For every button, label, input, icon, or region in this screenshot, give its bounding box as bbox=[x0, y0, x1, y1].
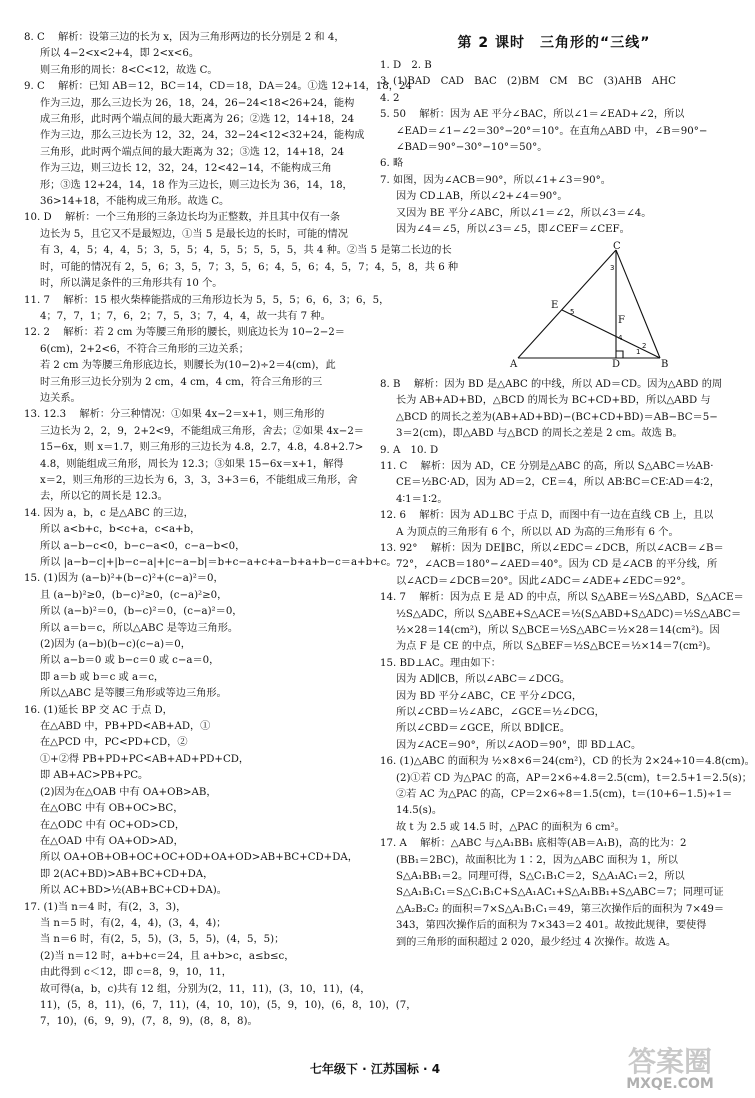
answer-line: 到的三角形的面积超过 2 020，最少经过 4 次操作。故选 A。 bbox=[396, 936, 677, 948]
answer-line: 3＝2(cm)，即△ABD 与△BCD 的周长之差是 2 cm。故选 B。 bbox=[396, 428, 683, 440]
answer-line: 15−6x，则 x＝1.7，则三角形的三边长为 4.8，2.7，4.8，4.8+2.7> bbox=[40, 442, 364, 454]
answer-line: 且 (a−b)²≥0，(b−c)²≥0，(c−a)²≥0， bbox=[40, 589, 228, 601]
answer-line: 又因为 BE 平分∠ABC，所以∠1＝∠2，所以∠3＝∠4。 bbox=[396, 207, 652, 219]
answer-line: 当 n＝6 时，有(2，5，5)，(3，5，5)，(4，5，5)； bbox=[40, 934, 285, 946]
answer-line: 4；7，7，1；7，6，2；7，5，3；7，4，4，故一共有 7 种。 bbox=[40, 310, 331, 322]
answer-line: 形；③选 12+24，14，18 作为三边长，则三边长为 36，14，18， bbox=[40, 179, 353, 191]
answer-line: △BCD 的周长之差为(AB+AD+BD)−(BC+CD+BD)＝AB−BC＝5− bbox=[396, 411, 718, 423]
answer-line: 边关系。 bbox=[40, 392, 81, 404]
right-angle-mark bbox=[616, 351, 623, 358]
answer-line: 时三角形三边长分别为 2 cm，4 cm，4 cm，符合三角形的三 bbox=[40, 376, 323, 388]
right-answers-part-1 bbox=[380, 58, 728, 238]
answer-line: 成三角形，此时两个端点间的最大距离为 26；②选 12，14+18，24 bbox=[40, 114, 355, 126]
answer-line: 8. B 解析：因为 BD 是△ABC 的中线，所以 AD＝CD。因为△ABD 的周 bbox=[380, 378, 723, 390]
answer-line: 时，可能的情况有 2，5，6；3，5，7；3，5，6；4，5，6；4，5，7；4，5，8，共 6 种 bbox=[40, 261, 459, 273]
answer-line: 11)，(5，8，11)，(6，7，11)，(4，10，10)，(5，9，10)，(6，8，10)，(7， bbox=[40, 999, 417, 1011]
answer-line: 当 n＝5 时，有(2，4，4)，(3，4，4)； bbox=[40, 917, 227, 929]
answer-line: 故可得(a，b，c)共有 12 组，分别为(2，11，11)，(3，10，11)，(4， bbox=[40, 983, 371, 995]
answer-line: 因为∠4＝∠5，所以∠3＝∠5，即∠CEF＝∠CEF。 bbox=[396, 224, 630, 236]
segment-bc bbox=[616, 250, 660, 358]
answer-line: 4.8，则能组成三角形，周长为 12.3；③如果 15−6x＝x+1，解得 bbox=[40, 458, 344, 470]
answer-line: 在△PCD 中，PC<PD+CD，② bbox=[40, 737, 188, 749]
answer-line: 7，10)，(6，9，9)，(7，8，9)，(8，8，8)。 bbox=[40, 1016, 258, 1028]
answer-line: 作为三边，那么三边长为 12，32，24，32−24<12<32+24，能构成 bbox=[40, 130, 365, 142]
answer-line: S△A₁BB₁＝2。同理可得，S△C₁B₁C＝2，S△A₁AC₁＝2，所以 bbox=[396, 871, 685, 883]
answer-line: 5. 50 解析：因为 AE 平分∠BAC，所以∠1＝∠EAD+∠2，所以 bbox=[380, 109, 685, 121]
answer-line: 所以 (a−b)²＝0，(b−c)²＝0，(c−a)²＝0， bbox=[40, 606, 243, 618]
answer-line: 343，第四次操作后的面积为 7×343＝2 401。故按此规律，要使得 bbox=[396, 920, 707, 932]
answer-line: 14.5(s)。 bbox=[396, 805, 443, 817]
answer-line: 所以 |a−b−c|+|b−c−a|+|c−a−b|＝b+c−a+c+a−b+a+b−c＝a+b+c。 bbox=[40, 557, 397, 568]
answer-line: 作为三边，那么三边长为 26，18，24，26−24<18<26+24，能构 bbox=[40, 97, 355, 109]
watermark-logo bbox=[600, 1040, 740, 1092]
answer-line: 12. 2 解析：若 2 cm 为等腰三角形的腰长，则底边长为 10−2−2＝ bbox=[24, 327, 345, 339]
answer-line: 13. 12.3 解析：分三种情况：①如果 4x−2＝x+1，则三角形的 bbox=[24, 409, 325, 421]
segment-be bbox=[562, 310, 660, 358]
watermark-url: MXQE.COM bbox=[626, 1076, 714, 1092]
triangle-figure bbox=[510, 240, 670, 371]
answer-line: 若 2 cm 为等腰三角形底边长，则腰长为(10−2)÷2＝4(cm)，此 bbox=[40, 360, 336, 372]
answer-line: 则三角形的周长：8<C<12，故选 C。 bbox=[40, 64, 218, 76]
answer-line: 10. D 解析：一个三角形的三条边长均为正整数，并且其中仅有一条 bbox=[24, 212, 341, 224]
answer-line: 36>14+18，不能构成三角形。故选 C。 bbox=[40, 196, 230, 208]
answer-line: ①+②得 PB+PD+PC<AB+AD+PD+CD， bbox=[40, 753, 250, 765]
answer-line: 所以 a−b−c<0，b−c−a<0，c−a−b<0， bbox=[40, 540, 246, 552]
answer-line: 所以∠CBD＝∠GCE，所以 BD∥CE。 bbox=[396, 723, 571, 735]
answer-line: 所以 a＝b＝c，所以△ABC 是等边三角形。 bbox=[40, 622, 239, 634]
right-column bbox=[380, 32, 755, 951]
answer-line: S△A₁B₁C₁＝S△C₁B₁C+S△A₁AC₁+S△A₁BB₁+S△ABC＝7；同理可证 bbox=[396, 887, 724, 899]
answer-line: 16. (1)△ABC 的面积为 ½×8×6＝24(cm²)，CD 的长为 2×24÷10＝4.8(cm)。 bbox=[380, 756, 755, 768]
answer-line: ②若 AC 为△PAC 的高，CP＝2×6÷8＝1.5(cm)，t＝(10+6−1.5)÷1＝ bbox=[396, 789, 733, 801]
answer-line: 11. C 解析：因为 AD，CE 分别是△ABC 的高，所以 S△ABC＝½AB· bbox=[380, 460, 714, 472]
answer-line: (2)当 n＝12 时，a+b+c＝24，且 a+b>c，a≤b≤c， bbox=[40, 950, 295, 962]
answer-line: 因为 BD 平分∠ABC，CE 平分∠DCG， bbox=[396, 690, 583, 702]
answer-line: 即 a＝b 或 b＝c 或 a＝c， bbox=[40, 671, 165, 683]
answer-line: 所以 4−2<x<2+4，即 2<x<6。 bbox=[40, 48, 200, 60]
answer-line: x＝2，则三角形的三边长为 6，3，3，3+3＝6，不能组成三角形，舍 bbox=[40, 474, 358, 486]
answer-line: 由此得到 c＜12，即 c＝8，9，10，11， bbox=[40, 967, 232, 979]
answer-line: 以∠ACD＝∠DCB＝20°。因此∠ADC＝∠ADE+∠EDC＝92°。 bbox=[396, 575, 692, 587]
answer-line: 9. A 10. D bbox=[380, 444, 439, 456]
answer-line: 7. 如图，因为∠ACB＝90°，所以∠1+∠3＝90°。 bbox=[380, 174, 611, 186]
answer-line: 长为 AB+AD+BD，△BCD 的周长为 BC+CD+BD，所以△ABD 与 bbox=[396, 395, 711, 407]
right-answers-part-2 bbox=[380, 377, 755, 951]
answer-line: 因为 CD⊥AB，所以∠2+∠4＝90°。 bbox=[396, 191, 568, 203]
answer-line: 所以 AC+BD>½(AB+BC+CD+DA)。 bbox=[40, 885, 227, 897]
answer-line: 时，所以满足条件的三角形共有 10 个。 bbox=[40, 278, 223, 290]
answer-line: 即 AB+AC>PB+PC。 bbox=[40, 770, 149, 782]
answer-line: 因为∠ACE＝90°，所以∠AOD＝90°，即 BD⊥AC。 bbox=[396, 739, 642, 751]
answer-line: 在△OBC 中有 OB+OC>BC， bbox=[40, 803, 184, 815]
answer-line: 4. 2 bbox=[380, 92, 400, 104]
segment-ac bbox=[518, 250, 616, 358]
angle-1: 1 bbox=[636, 348, 641, 357]
answer-line: 72°，∠ACB＝180°−∠AED＝40°。因为 CD 是∠ACB 的平分线，所 bbox=[396, 559, 718, 571]
answer-line: ½S△ADC，所以 S△ABE+S△ACE＝½(S△ABD+S△ADC)＝½S△ABC＝ bbox=[396, 608, 742, 620]
answer-line: 因为 AD∥CB，所以∠ABC＝∠DCG。 bbox=[396, 674, 571, 686]
answer-line: 8. C 解析：设第三边的长为 x，因为三角形两边的长分别是 2 和 4， bbox=[24, 32, 345, 43]
answer-line: 6. 略 bbox=[380, 158, 404, 170]
angle-5: 5 bbox=[570, 308, 575, 317]
answer-line: 15. BD⊥AC。理由如下： bbox=[380, 657, 501, 669]
angle-3: 3 bbox=[610, 264, 615, 273]
answer-line: 12. 6 解析：因为 AD⊥BC 于点 D，而图中有一边在直线 CB 上，且以 bbox=[380, 510, 714, 522]
answer-line: (2)因为在△OAB 中有 OA+OB>AB， bbox=[40, 786, 217, 798]
answer-line: 13. 92° 解析：因为 DE∥BC，所以∠EDC＝∠DCB，所以∠ACB＝∠B＝ bbox=[380, 542, 724, 554]
answer-line: 14. 7 解析：因为点 E 是 AD 的中点，所以 S△ABE＝½S△ABD，S△ACE＝ bbox=[380, 592, 744, 604]
watermark-glyphs: 答案圈 bbox=[627, 1045, 712, 1078]
answer-line: A 为顶点的三角形有 6 个，所以以 AD 为高的三角形有 6 个。 bbox=[396, 526, 679, 538]
answer-line: 即 2(AC+BD)>AB+BC+CD+DA， bbox=[40, 868, 214, 880]
label-e: E bbox=[551, 300, 559, 312]
answer-line: 所以 a<b+c，b<c+a，c<a+b， bbox=[40, 524, 201, 536]
angle-4: 4 bbox=[618, 334, 623, 343]
answer-line: 9. C 解析：已知 AB＝12，BC＝14，CD＝18，DA＝24。①选 12+14，18，24 bbox=[24, 81, 412, 93]
answer-line: 17. A 解析：△ABC 与△A₁BB₁ 底相等(AB＝A₁B)，高的比为：2 bbox=[380, 838, 687, 850]
answer-line: 17. (1)当 n＝4 时，有(2，3，3)， bbox=[24, 901, 187, 913]
page-footer: 七年级下 · 江苏国标 · 4 bbox=[309, 1062, 441, 1076]
answer-line: 边长为 5，且它又不是最短边，①当 5 是最长边的长时，可能的情况 bbox=[40, 228, 348, 240]
answer-line: 为点 F 是 CE 的中点，所以 S△BEF＝½S△BCE＝½×14＝7(cm²)。 bbox=[396, 641, 717, 653]
label-d: D bbox=[612, 359, 621, 371]
answer-line: (BB₁＝2BC)，故面积比为 1∶2，因为△ABC 面积为 1，所以 bbox=[396, 854, 678, 866]
answer-line: 14. 因为 a，b，c 是△ABC 的三边， bbox=[24, 507, 194, 519]
answer-line: 在△OAD 中有 OA+OD>AD， bbox=[40, 835, 184, 847]
answer-line: 三角形，此时两个端点间的最大距离为 32；③选 12，14+18，24 bbox=[40, 146, 344, 158]
label-f: F bbox=[618, 315, 625, 327]
answer-line: 3. (1)BAD CAD BAC (2)BM CM BC (3)AHB AHC bbox=[380, 76, 676, 88]
answer-line: 15. (1)因为 (a−b)²+(b−c)²+(c−a)²＝0， bbox=[24, 573, 224, 585]
answer-line: 1. D 2. B bbox=[380, 60, 432, 71]
answer-line: 11. 7 解析：15 根火柴棒能搭成的三角形边长为 5，5，5；6，6，3；6，5， bbox=[24, 294, 390, 306]
answer-line: 16. (1)延长 BP 交 AC 于点 D， bbox=[24, 704, 173, 716]
answer-line: ½×28＝14(cm²)，所以 S△BCE＝½S△ABC＝½×28＝14(cm²)。因 bbox=[396, 624, 720, 636]
answer-line: 去，所以它的周长是 12.3。 bbox=[40, 491, 168, 503]
answer-line: 所以 a−b＝0 或 b−c＝0 或 c−a＝0， bbox=[40, 655, 220, 667]
answer-line: 所以∠CBD＝½∠ABC，∠GCE＝½∠DCG， bbox=[396, 707, 605, 718]
answer-line: ∠EAD＝∠1−∠2＝30°−20°＝10°。在直角△ABD 中，∠B＝90°− bbox=[396, 125, 708, 137]
answer-line: 在△ABD 中，PB+PD<AB+AD，① bbox=[40, 721, 211, 733]
answer-line: (2)因为 (a−b)(b−c)(c−a)＝0， bbox=[40, 639, 191, 651]
answer-line: 在△ODC 中有 OC+OD>CD， bbox=[40, 819, 186, 831]
answer-line: (2)①若 CD 为△PAC 的高，AP＝2×6÷4.8＝2.5(cm)，t＝2.5+1＝2.5(s)； bbox=[396, 772, 752, 784]
answer-line: 6(cm)，2+2<6，不符合三角形的三边关系； bbox=[40, 343, 249, 355]
answer-line: 故 t 为 2.5 或 14.5 时，△PAC 的面积为 6 cm²。 bbox=[396, 821, 625, 833]
label-a: A bbox=[510, 359, 518, 371]
answer-line: 所以△ABC 是等腰三角形或等边三角形。 bbox=[40, 688, 227, 700]
answer-line: △A₂B₂C₂ 的面积＝7×S△A₁B₁C₁＝49，第三次操作后的面积为 7×49＝ bbox=[396, 903, 725, 915]
answer-line: 作为三边，则三边长 12，32，24，12<42−14，不能构成三角 bbox=[40, 163, 332, 175]
answer-line: CE＝½BC·AD，因为 AD＝2，CE＝4，所以 AB∶BC＝CE∶AD＝4∶2， bbox=[396, 477, 720, 489]
section-title: 第 2 课时 三角形的“三线” bbox=[457, 35, 651, 51]
answer-line: 有 3，4，5；4，4，5；3，5，5；4，5，5；5，5，5，共 4 种。②当 5 是第二长边的长 bbox=[40, 245, 452, 257]
label-b: B bbox=[661, 359, 669, 371]
answer-line: ∠BAD＝90°−30°−10°＝50°。 bbox=[396, 142, 548, 154]
answer-line: 4∶1＝1∶2。 bbox=[396, 493, 448, 505]
angle-2: 2 bbox=[642, 342, 647, 351]
answer-line: 三边长为 2，2，9，2+2<9，不能组成三角形，舍去；②如果 4x−2＝ bbox=[40, 425, 364, 437]
answer-line: 所以 OA+OB+OB+OC+OC+OD+OA+OD>AB+BC+CD+DA， bbox=[40, 852, 358, 864]
label-c: C bbox=[613, 241, 621, 253]
